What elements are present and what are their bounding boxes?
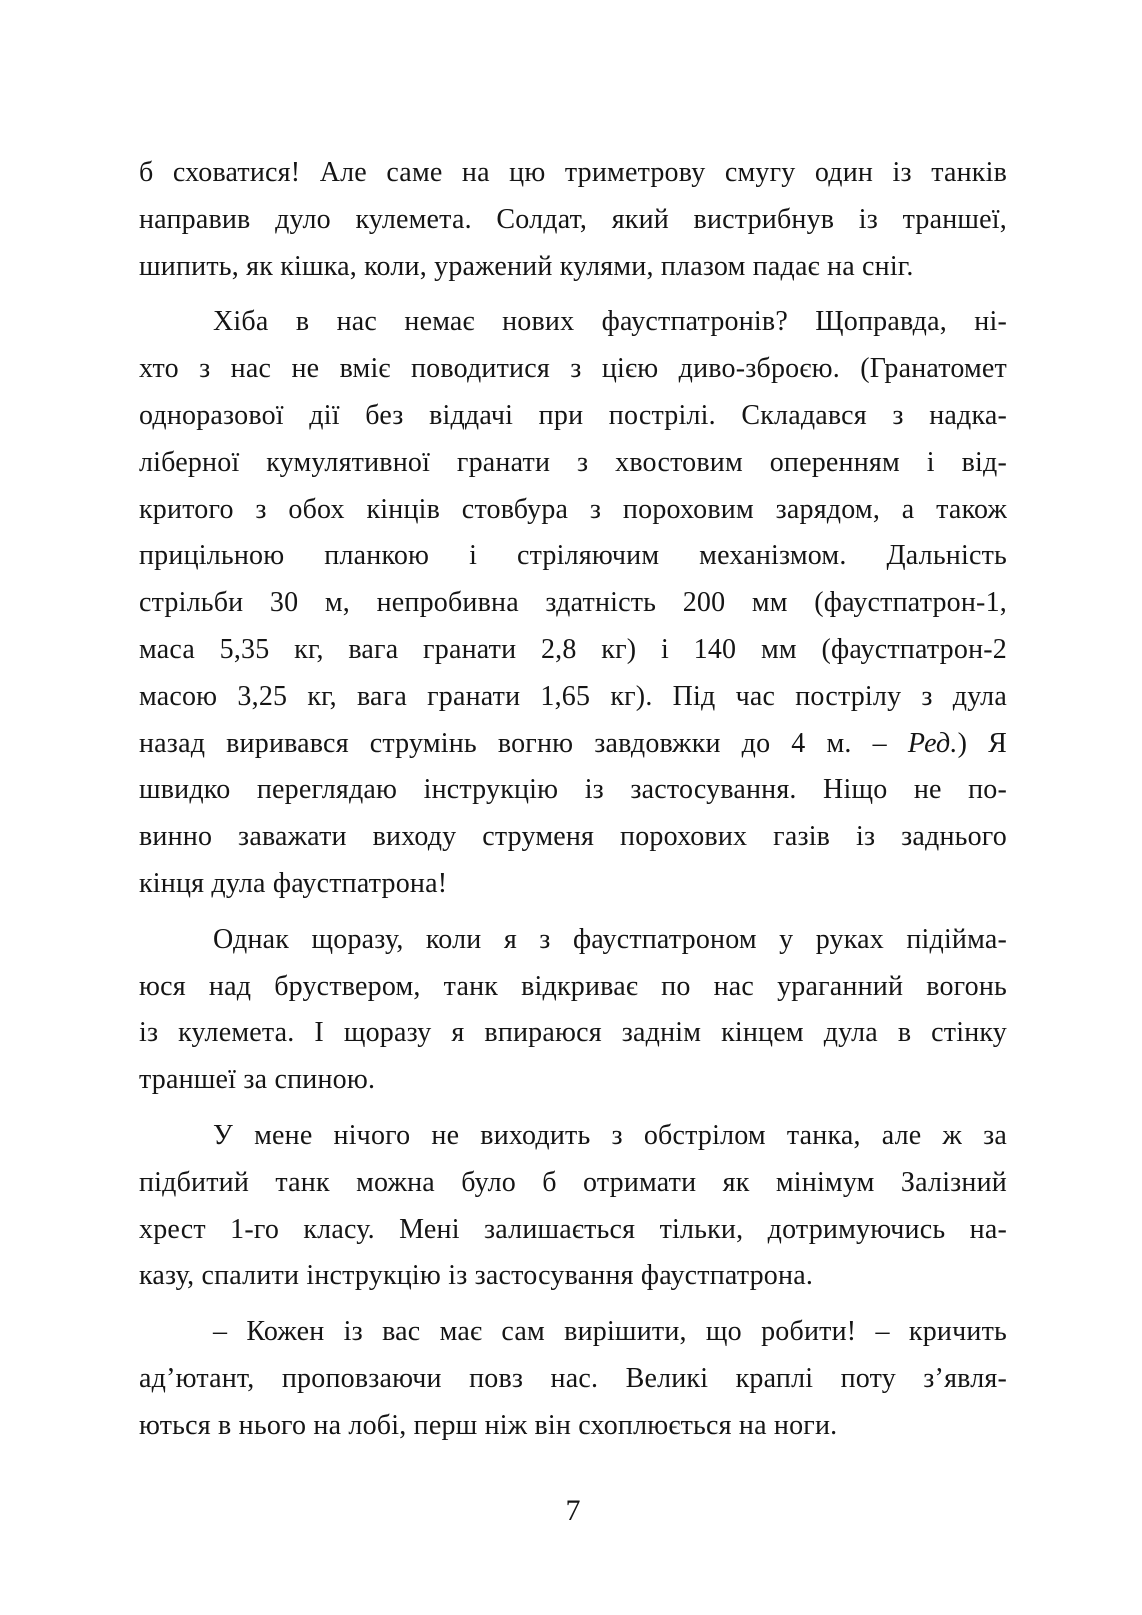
text-line [139, 440, 1007, 487]
page-number: 7 [565, 1494, 581, 1527]
text-run: хрест 1-го класу. Мені залишається тільки, дотримуючись на- [139, 1213, 1007, 1245]
text-run: маса 5,35 кг, вага гранати 2,8 кг) і 140 мм (фаустпатрон-2 [139, 633, 1007, 665]
text-run: підбитий танк можна було б отримати як мінімум Залізний [139, 1166, 1007, 1198]
text-run: ліберної кумулятивної гранати з хвостовим оперенням і від- [139, 446, 1007, 478]
text-run: Хіба в нас немає нових фаустпатронів? Щоправда, ні- [213, 306, 1007, 338]
text-run: шипить, як кішка, коли, уражений кулями, плазом падає на сніг. [139, 250, 914, 282]
text-line [139, 861, 1007, 908]
text-run: Однак щоразу, коли я з фаустпатроном у руках підійма- [213, 923, 1007, 955]
text-line [139, 767, 1007, 814]
text-line [139, 1010, 1007, 1057]
text-run: винно заважати виходу струменя порохових газів із заднього [139, 821, 1007, 853]
italic-run: Ред. [907, 727, 958, 759]
text-line [139, 917, 1007, 964]
text-line [139, 1113, 1007, 1160]
text-run: кінця дула фаустпатрона! [139, 867, 448, 899]
text-line [139, 346, 1007, 393]
page-text [139, 150, 1007, 1459]
text-run: направив дуло кулемета. Солдат, який вистрибнув із траншеї, [139, 203, 1007, 235]
paragraph [139, 299, 1007, 907]
text-run: із кулемета. І щоразу я впираюся заднім кінцем дула в стінку [139, 1017, 1007, 1049]
text-run: ) Я [957, 727, 1008, 759]
text-run: казу, спалити інструкцію із застосування фаустпатрона. [139, 1260, 814, 1292]
text-run: юся над бруствером, танк відкриває по нас ураганний вогонь [139, 970, 1007, 1002]
text-line [139, 244, 1007, 291]
paragraph [139, 150, 1007, 290]
text-line [139, 721, 1007, 768]
paragraph [139, 1113, 1007, 1300]
text-run: масою 3,25 кг, вага гранати 1,65 кг). Під час пострілу з дула [139, 680, 1007, 712]
text-run: ад’ютант, проповзаючи повз нас. Великі краплі поту з’явля- [139, 1362, 1007, 1394]
text-line [139, 487, 1007, 534]
text-run: хто з нас не вміє поводитися з цією диво-зброєю. (Гранатомет [139, 353, 1007, 385]
text-line [139, 627, 1007, 674]
text-line [139, 1356, 1007, 1403]
text-line [139, 674, 1007, 721]
paragraph [139, 1309, 1007, 1449]
text-line [139, 580, 1007, 627]
text-run: швидко переглядаю інструкцію із застосування. Ніщо не по- [139, 774, 1007, 806]
text-line [139, 533, 1007, 580]
text-run: траншеї за спиною. [139, 1064, 376, 1096]
text-line [139, 197, 1007, 244]
text-line [139, 814, 1007, 861]
text-run: критого з обох кінців стовбура з пороховим зарядом, а також [139, 493, 1007, 525]
text-line [139, 1253, 1007, 1300]
text-run: б сховатися! Але саме на цю триметрову смугу один із танків [139, 157, 1007, 188]
text-line [139, 1207, 1007, 1254]
text-run: – Кожен із вас має сам вирішити, що робити! – кричить [213, 1316, 1007, 1348]
text-run: прицільною планкою і стріляючим механізмом. Дальність [139, 540, 1007, 572]
text-run: стрільби 30 м, непробивна здатність 200 мм (фаустпатрон-1, [139, 587, 1007, 619]
text-line [139, 964, 1007, 1011]
text-line [139, 1057, 1007, 1104]
paragraph [139, 917, 1007, 1104]
text-run: ються в нього на лобі, перш ніж він схоплюється на ноги. [139, 1409, 838, 1441]
text-run: назад виривався струмінь вогню завдовжки до 4 м. – [139, 727, 908, 759]
text-line [139, 150, 1007, 197]
text-run: одноразової дії без віддачі при пострілі. Складався з надка- [139, 399, 1007, 431]
text-run: У мене нічого не виходить з обстрілом танка, але ж за [213, 1119, 1007, 1151]
text-line [139, 1309, 1007, 1356]
text-line [139, 393, 1007, 440]
text-line [139, 299, 1007, 346]
text-line [139, 1160, 1007, 1207]
text-line [139, 1403, 1007, 1450]
